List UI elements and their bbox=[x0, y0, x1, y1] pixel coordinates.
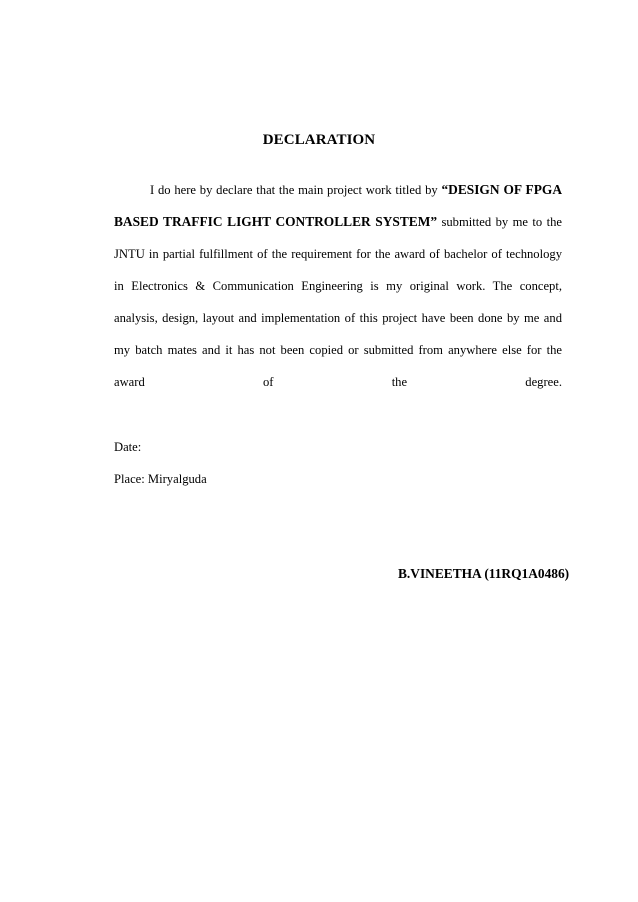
page-title: DECLARATION bbox=[262, 132, 376, 148]
project-title-part-1: “DESIGN OF FPGA bbox=[441, 182, 562, 197]
paragraph-line-2-text: submitted by me to the bbox=[437, 215, 562, 229]
paragraph-line-5: analysis, design, layout and implementation of this project have been done by me and bbox=[114, 311, 562, 325]
paragraph-line-1 bbox=[150, 182, 562, 198]
paragraph-line-4: in Electronics & Communication Engineering is my original work. The concept, bbox=[114, 279, 562, 293]
paragraph-line-6: my batch mates and it has not been copied or submitted from anywhere else for the bbox=[114, 343, 562, 357]
paragraph-line-1-text: I do here by declare that the main project work titled by bbox=[150, 183, 442, 197]
signature-name: B.VINEETHA (11RQ1A0486) bbox=[398, 566, 570, 581]
paragraph-line-2 bbox=[114, 214, 562, 230]
project-title-part-2: BASED TRAFFIC LIGHT CONTROLLER SYSTEM” bbox=[114, 214, 438, 229]
place-label: Place: Miryalguda bbox=[114, 472, 207, 486]
date-label: Date: bbox=[114, 440, 142, 454]
paragraph-line-7: award of the degree. bbox=[114, 375, 562, 389]
paragraph-line-3: JNTU in partial fulfillment of the requirement for the award of bachelor of technology bbox=[114, 247, 562, 261]
